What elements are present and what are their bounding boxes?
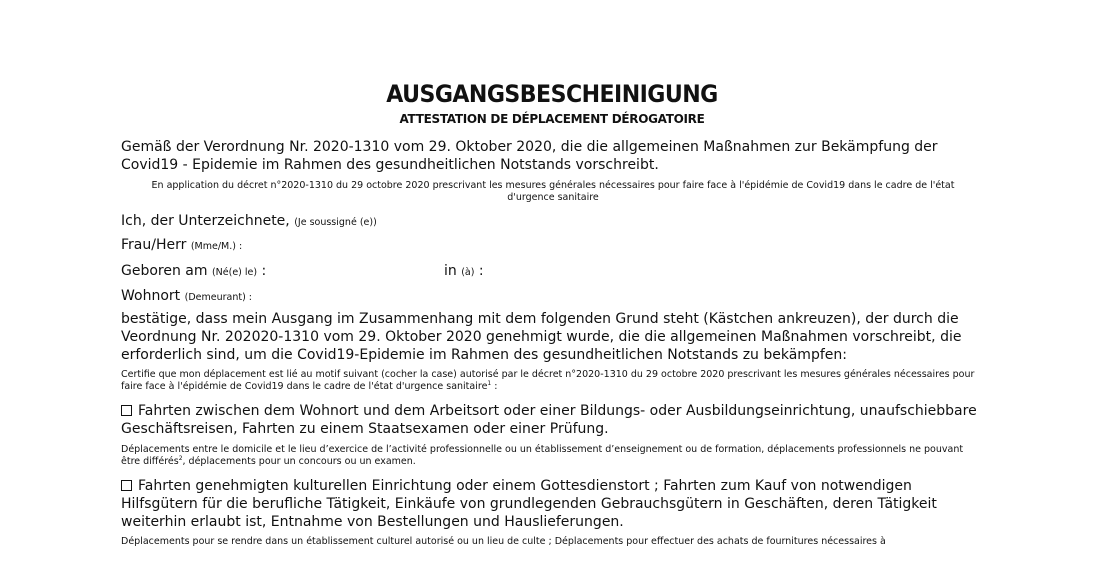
document-subtitle: ATTESTATION DE DÉPLACEMENT DÉROGATOIRE (399, 112, 705, 126)
field-name (121, 236, 242, 256)
field-name-fr: (Mme/M.) : (190, 241, 243, 252)
document-title: AUSGANGSBESCHEINIGUNG (386, 80, 718, 108)
field-residence (121, 287, 252, 307)
field-place-colon: : (478, 263, 484, 279)
field-undersigned (121, 212, 377, 232)
option-2-german: Fahrten genehmigten kulturellen Einrichtung oder einem Gottesdienstort ; Fahrten zum Kauf von notwendigen Hilfsgütern für die berufliche Tätigkeit, Einkäufe von grundlegenden Gebrauchsgütern in Geschäften, deren Tätigkeit weiterhin erlaubt ist, Entnahme von Bestellungen und Hauslieferungen. (121, 478, 937, 530)
field-born (121, 262, 266, 282)
field-undersigned-label: Ich, der Unterzeichnete, (121, 213, 290, 229)
option-1-french-text: Déplacements entre le domicile et le lieu d’exercice de l’activité professionnelle ou un établissement d’enseignement ou de formation, déplacements professionnels ne pouvant être différés (121, 444, 964, 467)
field-born-colon: : (261, 263, 267, 279)
field-name-label: Frau/Herr (121, 237, 187, 253)
confirm-french-tail: : (491, 381, 498, 392)
field-undersigned-fr: (Je soussigné (e)) (294, 217, 377, 228)
option-1-french (121, 444, 981, 468)
footnote-ref-1: 1 (487, 380, 492, 387)
field-place-fr: (à) (461, 267, 475, 278)
footnote-ref-2: 2 (178, 455, 183, 462)
confirm-french-text: Certifie que mon déplacement est lié au motif suivant (cocher la case) autorisé par le décret n°2020-1310 du 29 octobre 2020 prescrivant les mesures générales nécessaires pour faire face à l'épidémie de Covid19 dans le cadre de l'état d'urgence sanitaire (121, 369, 975, 392)
option-1-checkbox[interactable] (121, 405, 132, 416)
field-residence-fr: (Demeurant) : (184, 292, 252, 303)
option-2-checkbox[interactable] (121, 480, 132, 491)
field-born-fr: (Né(e) le) (211, 267, 258, 278)
intro-german: Gemäß der Verordnung Nr. 2020-1310 vom 29. Oktober 2020, die die allgemeinen Maßnahmen zur Bekämpfung der Covid19 - Epidemie im Rahmen des gesundheitlichen Notstands vorschreibt. (121, 139, 938, 173)
option-1-german: Fahrten zwischen dem Wohnort und dem Arbeitsort oder einer Bildungs- oder Ausbildungseinrichtung, unaufschiebbare Geschäftsreisen, Fahrten zu einem Staatsexamen oder einer Prüfung. (121, 403, 977, 437)
option-1-french-tail: , déplacements pour un concours ou un examen. (182, 456, 416, 467)
option-2-french: Déplacements pour se rendre dans un établissement culturel autorisé ou un lieu de culte ; Déplacements pour effectuer des achats de fournitures nécessaires à (121, 536, 886, 547)
field-born-label: Geboren am (121, 263, 208, 279)
confirm-french (121, 369, 981, 393)
field-place (444, 262, 484, 282)
option-1 (121, 402, 991, 438)
field-residence-label: Wohnort (121, 288, 181, 304)
confirm-german: bestätige, dass mein Ausgang im Zusammenhang mit dem folgenden Grund steht (Kästchen ankreuzen), der durch die Veordnung Nr. 202020-1310 vom 29. Oktober 2020 genehmigt wurde, die die allgemeinen Maßnahmen vorschreibt, die erforderlich sind, um die Covid19-Epidemie im Rahmen des gesundheitlichen Notstands zu bekämpfen: (121, 311, 962, 363)
field-place-label: in (444, 263, 457, 279)
option-2 (121, 477, 991, 531)
intro-french: En application du décret n°2020-1310 du 29 octobre 2020 prescrivant les mesures générales nécessaires pour faire face à l'épidémie de Covid19 dans le cadre de l'état d'urgence sanitaire (151, 180, 955, 203)
